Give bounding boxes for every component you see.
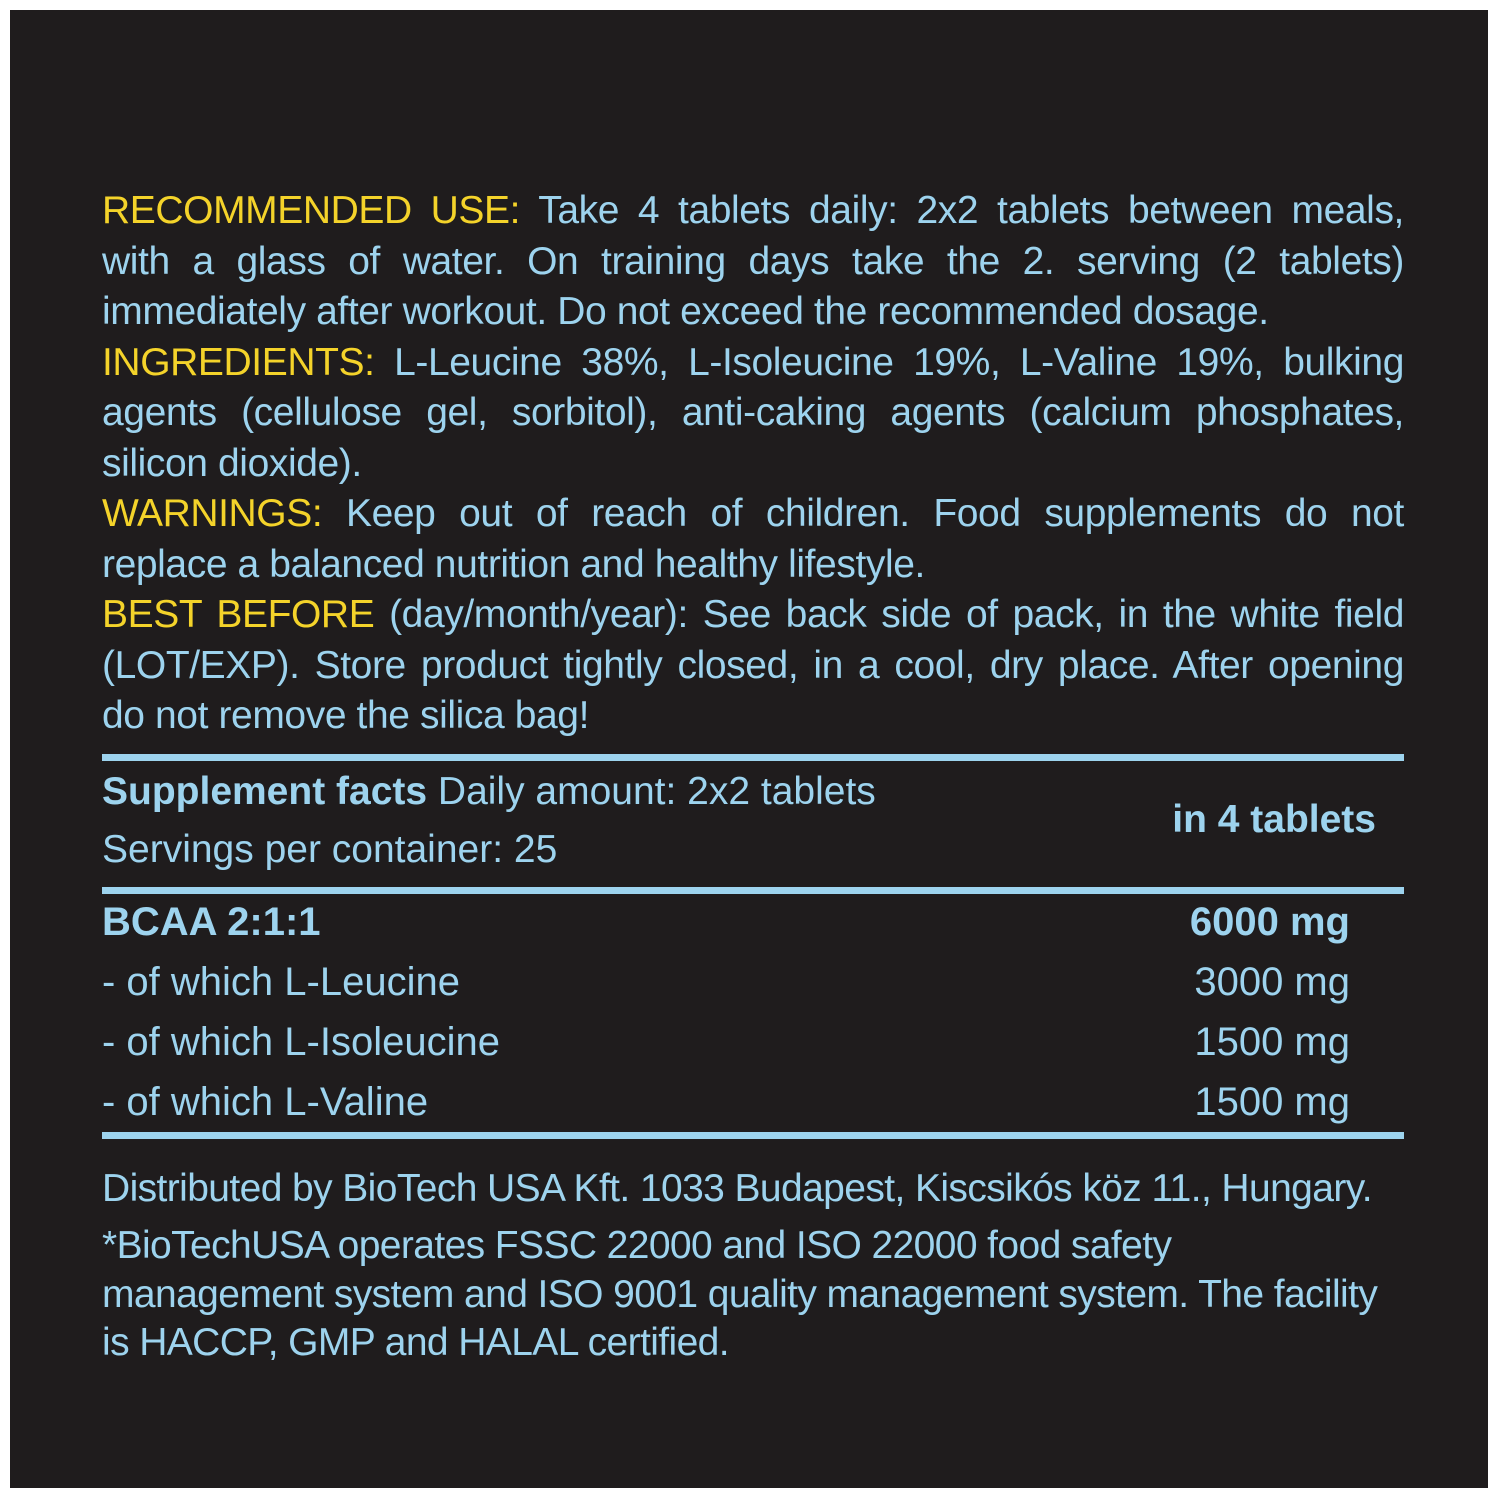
facts-title-line — [102, 770, 876, 814]
servings-per-container: Servings per container: 25 — [102, 828, 558, 871]
table-row — [102, 900, 1404, 960]
footer-block — [102, 1164, 1404, 1368]
facts-top-divider — [102, 754, 1404, 761]
nutrient-name: - of which L-Leucine — [102, 960, 460, 1004]
ingredients-text: L-Leucine 38%, L-Isoleucine 19%, L-Valine 19%, bulking agents (cellulose gel, sorbitol), anti-caking agents (calcium phosphates, silicon dioxide). — [102, 340, 1404, 485]
facts-title: Supplement facts — [102, 770, 428, 813]
best-before-text: (day/month/year): See back side of pack, in the white field (LOT/EXP). Store product tightly closed, in a cool, dry place. After opening do not remove the silica bag! — [102, 593, 1404, 737]
daily-amount: Daily amount: 2x2 tablets — [427, 770, 876, 813]
best-before-paragraph — [102, 590, 1404, 742]
recommended-use-label: RECOMMENDED USE: — [102, 189, 521, 232]
nutrient-name: BCAA 2:1:1 — [102, 900, 321, 944]
warnings-paragraph — [102, 489, 1404, 590]
nutrient-name: - of which L-Isoleucine — [102, 1020, 500, 1064]
amount-column-header: in 4 tablets — [1172, 798, 1376, 841]
recommended-use-text: Take 4 tablets daily: 2x2 tablets between meals, with a glass of water. On training days take the 2. serving (2 tablets) immediately after workout. Do not exceed the recommended dosage. — [102, 189, 1404, 333]
table-row — [102, 960, 1404, 1020]
supplement-facts-table — [102, 900, 1404, 1140]
nutrient-amount: 1500 mg — [1194, 1080, 1350, 1124]
warnings-label: WARNINGS: — [102, 492, 323, 535]
product-info-block — [102, 186, 1404, 742]
nutrient-amount: 1500 mg — [1194, 1020, 1350, 1064]
nutrient-amount: 3000 mg — [1194, 960, 1350, 1004]
supplement-facts-header — [102, 770, 1404, 878]
best-before-label: BEST BEFORE — [102, 593, 375, 636]
ingredients-paragraph — [102, 338, 1404, 490]
recommended-use-paragraph — [102, 186, 1404, 338]
table-row — [102, 1080, 1404, 1140]
ingredients-label: INGREDIENTS: — [102, 340, 375, 384]
nutrient-name: - of which L-Valine — [102, 1080, 429, 1124]
warnings-text: Keep out of reach of children. Food supplements do not replace a balanced nutrition and healthy lifestyle. — [102, 492, 1404, 586]
certification-text: *BioTechUSA operates FSSC 22000 and ISO 22000 food safety management system and ISO 9001 quality management system. The facility is HACCP, GMP and HALAL certified. — [102, 1224, 1378, 1364]
table-row — [102, 1020, 1404, 1080]
distributor-text: Distributed by BioTech USA Kft. 1033 Budapest, Kiscsikós köz 11., Hungary. — [102, 1167, 1372, 1210]
facts-bottom-divider — [102, 1132, 1404, 1139]
nutrient-amount: 6000 mg — [1189, 900, 1350, 944]
facts-header-divider — [102, 887, 1404, 894]
